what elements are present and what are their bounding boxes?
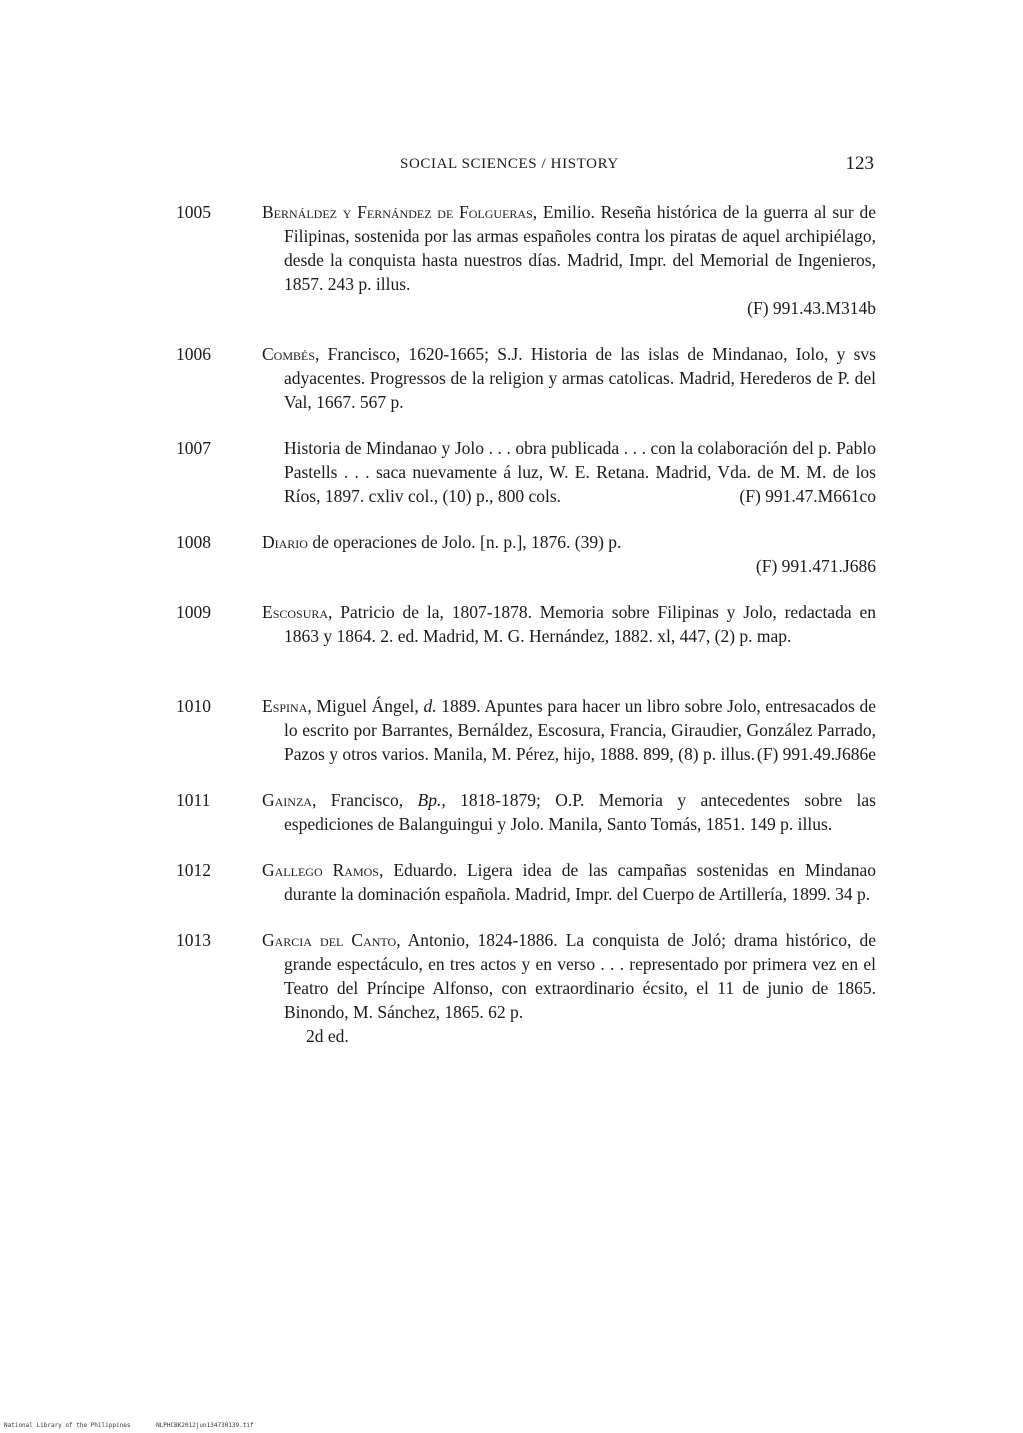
entry-1008: [176, 530, 876, 578]
entry-text: [262, 530, 876, 554]
entry-1005: [176, 200, 876, 320]
entry-number: 1008: [176, 532, 211, 552]
scan-footer: [4, 1422, 276, 1429]
entry-author: Espina,: [262, 696, 312, 716]
bibliography-list: [176, 200, 876, 1048]
edition-note: 2d ed.: [306, 1026, 349, 1046]
entry-author: Bernáldez y Fernández de Folgueras,: [262, 202, 538, 222]
entry-description: 1818-1879; O.P. Memoria y antecedentes sobre las espediciones de Balanguingui y Jolo. Manila, Santo Tomás, 1851. 149 p. illus.: [284, 790, 876, 834]
entry-number: 1006: [176, 344, 211, 364]
entry-number: 1012: [176, 860, 211, 880]
entry-description: Emilio. Reseña histórica de la guerra al sur de Filipinas, sostenida por las armas españoles contra los piratas de aquel archipiélago, desde la conquista hasta nuestros días. Madrid, Impr. del Memorial de Ingenieros, 1857. 243 p. illus.: [284, 202, 876, 294]
entry-description-italic: Bp.,: [417, 790, 446, 810]
entry-author: Combés,: [262, 344, 320, 364]
entry-text: [262, 928, 876, 1024]
entry-description: 1889. Apuntes para hacer un libro sobre Jolo, entresacados de lo escrito por Barrantes, Bernáldez, Escosura, Francia, Giraudier, González Parrado, Pazos y otros varios. Manila, M. Pérez, hijo, 1888. 899, (8) p. illus.: [284, 696, 876, 764]
call-number: (F) 991.471.J686: [755, 556, 876, 576]
entry-text: [262, 342, 876, 414]
footer-file-id: NLPHCBK2012jun134730139.tif: [156, 1422, 254, 1429]
entry-description-italic: d.: [423, 696, 437, 716]
entry-number: 1011: [176, 790, 211, 810]
entry-text: [262, 600, 876, 648]
entry-author: Diario: [262, 532, 308, 552]
entry-description: Eduardo. Ligera idea de las campañas sostenidas en Mindanao durante la dominación española. Madrid, Impr. del Cuerpo de Artillería, 1899. 34 p.: [284, 860, 876, 904]
call-number: (F) 991.47.M661co: [739, 486, 876, 506]
entry-number: 1007: [176, 438, 211, 458]
entry-text: [262, 788, 876, 836]
entry-author: Escosura,: [262, 602, 333, 622]
entry-1009: [176, 600, 876, 648]
entry-number: 1005: [176, 202, 211, 222]
entry-author: Garcia del Canto,: [262, 930, 401, 950]
entry-text: [262, 858, 876, 906]
entry-1007: [176, 436, 876, 508]
entry-author: Gainza,: [262, 790, 317, 810]
running-head: [170, 153, 874, 179]
footer-library: National Library of the Philippines: [4, 1422, 131, 1429]
entry-description: Patricio de la, 1807-1878. Memoria sobre Filipinas y Jolo, redactada en 1863 y 1864. 2. ed. Madrid, M. G. Hernández, 1882. xl, 447, (2) p. map.: [284, 602, 876, 646]
call-number: (F) 991.43.M314b: [747, 298, 876, 318]
running-title: SOCIAL SCIENCES / HISTORY: [400, 156, 619, 172]
entry-1010: [176, 694, 876, 766]
entry-description-pre: Miguel Ángel,: [311, 696, 424, 716]
entry-number: 1009: [176, 602, 211, 622]
entry-number: 1010: [176, 696, 211, 716]
entry-1012: [176, 858, 876, 906]
entry-text: [262, 436, 876, 508]
entry-description: Antonio, 1824-1886. La conquista de Joló; drama histórico, de grande espectáculo, en tres actos y en verso . . . representado por primera vez en el Teatro del Príncipe Alfonso, con extraordinario écsito, el 11 de junio de 1865. Binondo, M. Sánchez, 1865. 62 p.: [284, 930, 876, 1022]
page-number: 123: [845, 153, 874, 174]
entry-1006: [176, 342, 876, 414]
entry-number: 1013: [176, 930, 211, 950]
entry-1013: [176, 928, 876, 1048]
entry-description-pre: Francisco,: [316, 790, 418, 810]
entry-description: de operaciones de Jolo. [n. p.], 1876. (39) p.: [307, 532, 622, 552]
entry-text: [262, 200, 876, 296]
entry-description: Francisco, 1620-1665; S.J. Historia de las islas de Mindanao, Iolo, y svs adyacentes. Progressos de la religion y armas catolicas. Madrid, Herederos de P. del Val, 1667. 567 p.: [284, 344, 876, 412]
entry-1011: [176, 788, 876, 836]
entry-description: Historia de Mindanao y Jolo . . . obra publicada . . . con la colaboración del p. Pablo Pastells . . . saca nuevamente á luz, W. E. Retana. Madrid, Vda. de M. M. de los Ríos, 1897. cxliv col., (10) p., 800 cols.: [284, 438, 876, 506]
entry-author: Gallego Ramos,: [262, 860, 384, 880]
entry-text: [262, 694, 876, 766]
call-number: (F) 991.49.J686e: [756, 744, 876, 764]
